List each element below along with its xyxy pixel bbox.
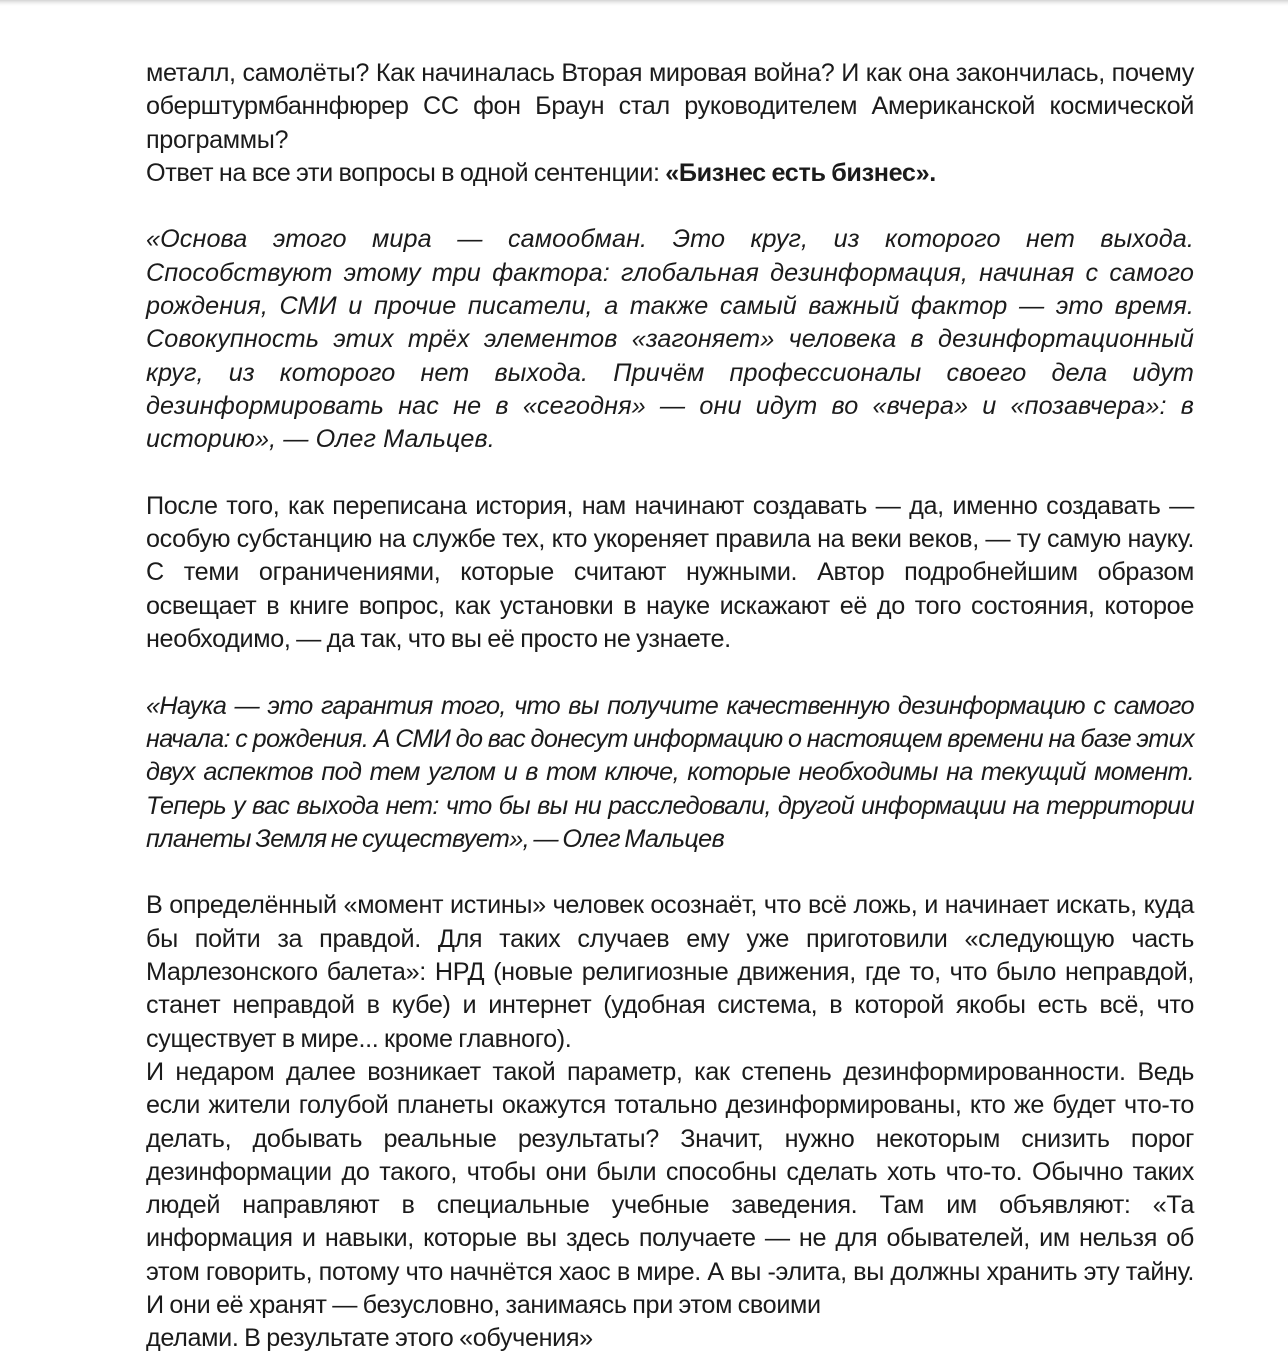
paragraph-spacer [146,457,1194,490]
quote-maltsev-2: «Наука — это гарантия того, что вы получите качественную дезинформацию с самого начала: с рождения. А СМИ до вас донесут информацию о настоящем времени на базе этих двух аспектов под тем углом и в том ключе, которые необходимы на текущий момент. Теперь у вас выхода нет: что бы вы ни расследовали, другой информации на территории планеты Земля не существует», — Олег Мальцев [146,691,1194,853]
paragraph-disinformation-degree: И недаром далее возникает такой параметр, как степень дезинформированности. Ведь если жители голубой планеты окажутся тотально дезинформированы, кто же будет что-то делать, добывать реальные результаты? Значит, нужно некоторым снизить порог дезинформации до такого, чтобы они были способны сделать хоть что-то. Обычно таких людей направляют в специальные учебные заведения. Там им объявляют: «Та информация и навыки, которые вы здесь получаете — не для обывателей, им нельзя об этом говорить, потому что начнётся хаос в мире. А вы -элита, вы должны хранить эту тайну. И они её хранят — безусловно, занимаясь при этом своими [146,1057,1194,1319]
paragraph-moment-of-truth: В определённый «момент истины» человек осознаёт, что всё ложь, и начинает искать, куда бы пойти за правдой. Для таких случаев ему уже приготовили «следующую часть Марлезонского балета»: НРД (новые религиозные движения, где то, что было неправдой, станет неправдой в кубе) и интернет (удобная система, в которой якобы есть всё, что существует в мире... кроме главного). [146,891,1194,1053]
paragraph-spacer [146,190,1194,223]
paragraph-spacer [146,856,1194,889]
answer-text: Ответ на все эти вопросы в одной сентенции: [146,158,666,187]
cut-off-line [146,1322,1194,1353]
paragraph-questions: металл, самолёты? Как начиналась Вторая мировая война? И как она закончилась, почему оберштурмбаннфюрер СС фон Браун стал руководителем Американской космической программы? [146,59,1194,154]
paragraph-answer [146,157,1194,190]
cut-off-text: делами. В результате этого «обучения» [146,1324,593,1353]
paragraph-science: После того, как переписана история, нам начинают создавать — да, именно создавать — особую субстанцию на службе тех, кто укореняет правила на веки веков, — ту самую науку. С теми ограничениями, которые считают нужными. Автор подробнейшим образом освещает в книге вопрос, как установки в науке искажают её до того состояния, которое необходимо, — да так, что вы её просто не узнаете. [146,491,1194,654]
paragraph-spacer [146,656,1194,689]
viewer-top-edge [0,0,1288,6]
quote-maltsev-1: «Основа этого мира — самообман. Это круг, из которого нет выхода. Способствуют этому три фактора: глобальная дезинформация, начиная с самого рождения, СМИ и прочие писатели, а также самый важный фактор — это время. Совокупность этих трёх элементов «загоняет» человека в дезинфорmационный круг, из которого нет выхода. Причём профессионалы своего дела идут дезинформировать нас не в «сегодня» — они идут во «вчера» и «позавчера»: в историю», — Олег Мальцев. [146,225,1194,454]
document-page [146,57,1194,1353]
answer-bold-phrase: «Бизнес есть бизнес». [665,158,936,187]
